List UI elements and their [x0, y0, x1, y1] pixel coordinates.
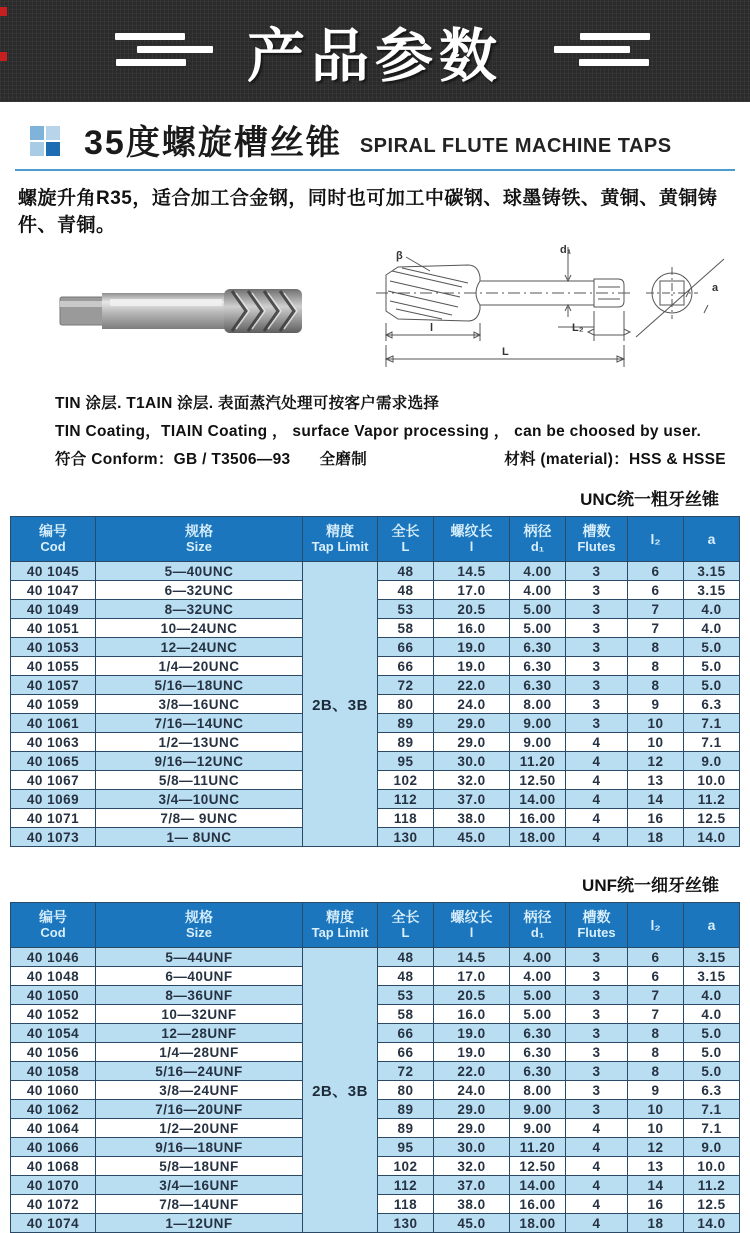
- dim-L: L: [502, 346, 509, 358]
- cell-flutes: 3: [566, 1024, 628, 1043]
- cell-l2: 6: [628, 967, 684, 986]
- cell-size: 5—44UNF: [96, 948, 303, 967]
- cell-cod: 40 1064: [11, 1119, 96, 1138]
- cell-l: 37.0: [434, 1176, 510, 1195]
- cell-d1: 12.50: [510, 1157, 566, 1176]
- cell-flutes: 3: [566, 581, 628, 600]
- cell-size: 1/4—28UNF: [96, 1043, 303, 1062]
- cell-L: 58: [378, 1005, 434, 1024]
- banner-lines-left-icon: [115, 33, 235, 69]
- cell-l2: 8: [628, 1024, 684, 1043]
- cell-d1: 11.20: [510, 752, 566, 771]
- dim-d1: d₁: [560, 244, 572, 256]
- cell-l: 30.0: [434, 1138, 510, 1157]
- cell-L: 95: [378, 752, 434, 771]
- cell-L: 66: [378, 638, 434, 657]
- cell-l: 24.0: [434, 695, 510, 714]
- divider: [15, 169, 735, 171]
- column-header-l2: l₂: [628, 903, 684, 948]
- column-header-taplimit: 精度 Tap Limit: [303, 517, 378, 562]
- cell-L: 102: [378, 771, 434, 790]
- cell-d1: 5.00: [510, 986, 566, 1005]
- cell-L: 48: [378, 562, 434, 581]
- cell-l2: 6: [628, 581, 684, 600]
- coating-line-cn: TIN 涂层. T1AIN 涂层. 表面蒸汽处理可按客户需求选择: [55, 395, 440, 412]
- cell-l2: 10: [628, 1100, 684, 1119]
- column-header-flutes: 槽数 Flutes: [566, 903, 628, 948]
- cell-l2: 16: [628, 1195, 684, 1214]
- section-title-cn: 35度螺旋槽丝锥: [84, 124, 342, 162]
- cell-l2: 13: [628, 771, 684, 790]
- cell-a: 12.5: [684, 809, 740, 828]
- cell-size: 5/16—18UNC: [96, 676, 303, 695]
- cell-flutes: 4: [566, 1138, 628, 1157]
- cell-l2: 18: [628, 828, 684, 847]
- cell-d1: 4.00: [510, 967, 566, 986]
- cell-l2: 12: [628, 1138, 684, 1157]
- cell-l: 29.0: [434, 1100, 510, 1119]
- cell-cod: 40 1054: [11, 1024, 96, 1043]
- cell-l: 17.0: [434, 581, 510, 600]
- cell-cod: 40 1059: [11, 695, 96, 714]
- cell-size: 3/4—10UNC: [96, 790, 303, 809]
- cell-l: 29.0: [434, 733, 510, 752]
- cell-size: 12—24UNC: [96, 638, 303, 657]
- cell-L: 80: [378, 1081, 434, 1100]
- cell-L: 72: [378, 1062, 434, 1081]
- cell-cod: 40 1061: [11, 714, 96, 733]
- coating-notes: [55, 391, 735, 469]
- cell-flutes: 3: [566, 948, 628, 967]
- cell-size: 1— 8UNC: [96, 828, 303, 847]
- cell-a: 6.3: [684, 695, 740, 714]
- cell-a: 5.0: [684, 657, 740, 676]
- cell-size: 1/2—20UNF: [96, 1119, 303, 1138]
- cell-a: 5.0: [684, 1043, 740, 1062]
- cell-cod: 40 1069: [11, 790, 96, 809]
- cell-d1: 6.30: [510, 676, 566, 695]
- cell-L: 130: [378, 1214, 434, 1233]
- column-header-cod: 编号 Cod: [11, 517, 96, 562]
- cell-flutes: 4: [566, 1214, 628, 1233]
- cell-flutes: 3: [566, 676, 628, 695]
- cell-l2: 16: [628, 809, 684, 828]
- cell-a: 4.0: [684, 600, 740, 619]
- cell-a: 9.0: [684, 752, 740, 771]
- cell-L: 48: [378, 948, 434, 967]
- banner: [0, 0, 750, 102]
- cell-l: 30.0: [434, 752, 510, 771]
- column-header-size: 规格 Size: [96, 517, 303, 562]
- cell-L: 72: [378, 676, 434, 695]
- column-header-a: a: [684, 903, 740, 948]
- cell-cod: 40 1045: [11, 562, 96, 581]
- unf-table-container: [0, 902, 750, 1233]
- cell-size: 5/8—11UNC: [96, 771, 303, 790]
- banner-lines-right-icon: [552, 33, 672, 69]
- cell-a: 5.0: [684, 638, 740, 657]
- cell-d1: 5.00: [510, 600, 566, 619]
- cell-taplimit-merged: 2B、3B: [303, 562, 378, 847]
- cell-flutes: 4: [566, 1157, 628, 1176]
- cell-flutes: 3: [566, 657, 628, 676]
- cell-d1: 18.00: [510, 828, 566, 847]
- column-header-taplimit: 精度 Tap Limit: [303, 903, 378, 948]
- cell-a: 6.3: [684, 1081, 740, 1100]
- cell-l: 17.0: [434, 967, 510, 986]
- cell-l2: 13: [628, 1157, 684, 1176]
- cell-L: 53: [378, 600, 434, 619]
- cell-L: 80: [378, 695, 434, 714]
- cell-L: 89: [378, 733, 434, 752]
- cell-size: 3/4—16UNF: [96, 1176, 303, 1195]
- cell-l: 22.0: [434, 1062, 510, 1081]
- cell-d1: 6.30: [510, 1043, 566, 1062]
- cell-d1: 11.20: [510, 1138, 566, 1157]
- cell-flutes: 4: [566, 790, 628, 809]
- cell-L: 95: [378, 1138, 434, 1157]
- cell-cod: 40 1053: [11, 638, 96, 657]
- cell-l2: 14: [628, 1176, 684, 1195]
- conform-standard: 符合 Conform：GB / T3506—93: [55, 451, 291, 468]
- cell-cod: 40 1063: [11, 733, 96, 752]
- cell-l: 38.0: [434, 809, 510, 828]
- section-heading: [30, 126, 735, 160]
- cell-L: 48: [378, 581, 434, 600]
- cell-L: 130: [378, 828, 434, 847]
- grind-note: 全磨制: [319, 451, 368, 468]
- cell-l: 24.0: [434, 1081, 510, 1100]
- cell-L: 53: [378, 986, 434, 1005]
- cell-L: 118: [378, 809, 434, 828]
- cell-a: 5.0: [684, 1062, 740, 1081]
- cell-cod: 40 1072: [11, 1195, 96, 1214]
- cell-l2: 7: [628, 619, 684, 638]
- cell-size: 7/16—14UNC: [96, 714, 303, 733]
- cell-a: 5.0: [684, 1024, 740, 1043]
- column-header-l2: l₂: [628, 517, 684, 562]
- column-header-l: 螺纹长 l: [434, 903, 510, 948]
- cell-l: 32.0: [434, 771, 510, 790]
- column-header-d1: 柄径 d₁: [510, 517, 566, 562]
- cell-L: 66: [378, 657, 434, 676]
- cell-flutes: 3: [566, 1100, 628, 1119]
- cell-l2: 7: [628, 986, 684, 1005]
- cell-d1: 6.30: [510, 657, 566, 676]
- cell-cod: 40 1056: [11, 1043, 96, 1062]
- cell-l: 14.5: [434, 948, 510, 967]
- cell-flutes: 3: [566, 600, 628, 619]
- cell-taplimit-merged: 2B、3B: [303, 948, 378, 1233]
- cell-l2: 8: [628, 657, 684, 676]
- cell-l2: 10: [628, 733, 684, 752]
- cell-l2: 8: [628, 638, 684, 657]
- cell-cod: 40 1055: [11, 657, 96, 676]
- cell-size: 5—40UNC: [96, 562, 303, 581]
- cell-d1: 14.00: [510, 1176, 566, 1195]
- cell-a: 9.0: [684, 1138, 740, 1157]
- cell-cod: 40 1070: [11, 1176, 96, 1195]
- cell-a: 10.0: [684, 771, 740, 790]
- cell-d1: 12.50: [510, 771, 566, 790]
- cell-flutes: 4: [566, 1119, 628, 1138]
- cell-d1: 9.00: [510, 1100, 566, 1119]
- cell-l2: 9: [628, 695, 684, 714]
- cell-d1: 9.00: [510, 733, 566, 752]
- cell-l: 20.5: [434, 600, 510, 619]
- cell-flutes: 4: [566, 828, 628, 847]
- cell-size: 7/8— 9UNC: [96, 809, 303, 828]
- cell-size: 1/4—20UNC: [96, 657, 303, 676]
- cell-l2: 18: [628, 1214, 684, 1233]
- cell-size: 3/8—24UNF: [96, 1081, 303, 1100]
- cell-flutes: 4: [566, 1176, 628, 1195]
- product-description: 螺旋升角R35，适合加工合金钢，同时也可加工中碳钢、球墨铸铁、黄铜、黄铜铸件、青铜。: [18, 188, 718, 236]
- cell-L: 89: [378, 1100, 434, 1119]
- cell-a: 3.15: [684, 948, 740, 967]
- table-row: [11, 562, 740, 581]
- cell-L: 112: [378, 790, 434, 809]
- cell-L: 66: [378, 1043, 434, 1062]
- material-note: 材料 (material)：HSS & HSSE: [504, 451, 726, 468]
- cell-l: 22.0: [434, 676, 510, 695]
- cell-l2: 8: [628, 1062, 684, 1081]
- cell-cod: 40 1047: [11, 581, 96, 600]
- cell-size: 6—40UNF: [96, 967, 303, 986]
- cell-a: 11.2: [684, 790, 740, 809]
- cell-l: 37.0: [434, 790, 510, 809]
- cell-l: 19.0: [434, 657, 510, 676]
- cell-l: 29.0: [434, 1119, 510, 1138]
- cell-cod: 40 1068: [11, 1157, 96, 1176]
- cell-size: 9/16—12UNC: [96, 752, 303, 771]
- cell-d1: 4.00: [510, 562, 566, 581]
- table-row: [11, 948, 740, 967]
- cell-flutes: 4: [566, 771, 628, 790]
- cell-d1: 14.00: [510, 790, 566, 809]
- cell-d1: 18.00: [510, 1214, 566, 1233]
- cell-L: 118: [378, 1195, 434, 1214]
- cell-a: 4.0: [684, 1005, 740, 1024]
- spec-table: [10, 902, 740, 1233]
- cell-l: 29.0: [434, 714, 510, 733]
- cell-cod: 40 1051: [11, 619, 96, 638]
- cell-l2: 6: [628, 562, 684, 581]
- column-header-d1: 柄径 d₁: [510, 903, 566, 948]
- cell-cod: 40 1050: [11, 986, 96, 1005]
- cell-a: 14.0: [684, 1214, 740, 1233]
- cell-L: 58: [378, 619, 434, 638]
- cell-cod: 40 1071: [11, 809, 96, 828]
- cell-a: 3.15: [684, 581, 740, 600]
- cell-cod: 40 1066: [11, 1138, 96, 1157]
- cell-flutes: 3: [566, 562, 628, 581]
- cell-flutes: 3: [566, 1081, 628, 1100]
- cell-a: 10.0: [684, 1157, 740, 1176]
- cell-d1: 6.30: [510, 638, 566, 657]
- column-header-L: 全长 L: [378, 517, 434, 562]
- cell-d1: 6.30: [510, 1062, 566, 1081]
- tap-photo: [52, 255, 312, 365]
- tap-dimension-diagram: [372, 241, 744, 383]
- cell-l: 16.0: [434, 1005, 510, 1024]
- cell-size: 7/16—20UNF: [96, 1100, 303, 1119]
- cell-L: 102: [378, 1157, 434, 1176]
- cell-d1: 4.00: [510, 581, 566, 600]
- cell-flutes: 3: [566, 1005, 628, 1024]
- dim-L2: L₂: [572, 322, 584, 334]
- cell-cod: 40 1065: [11, 752, 96, 771]
- cell-d1: 16.00: [510, 809, 566, 828]
- blue-squares-icon: [30, 126, 62, 158]
- cell-l: 19.0: [434, 1024, 510, 1043]
- cell-d1: 8.00: [510, 695, 566, 714]
- cell-L: 89: [378, 1119, 434, 1138]
- red-mark: [0, 52, 7, 61]
- cell-flutes: 3: [566, 1043, 628, 1062]
- cell-L: 48: [378, 967, 434, 986]
- cell-cod: 40 1074: [11, 1214, 96, 1233]
- cell-L: 66: [378, 1024, 434, 1043]
- cell-l: 19.0: [434, 1043, 510, 1062]
- cell-l: 14.5: [434, 562, 510, 581]
- cell-size: 9/16—18UNF: [96, 1138, 303, 1157]
- cell-l2: 10: [628, 714, 684, 733]
- cell-cod: 40 1062: [11, 1100, 96, 1119]
- cell-size: 1—12UNF: [96, 1214, 303, 1233]
- cell-l2: 14: [628, 790, 684, 809]
- cell-d1: 16.00: [510, 1195, 566, 1214]
- cell-l2: 8: [628, 676, 684, 695]
- cell-d1: 9.00: [510, 1119, 566, 1138]
- dim-beta: β: [396, 250, 403, 262]
- table-caption-unc: UNC统一粗牙丝锥: [580, 490, 719, 509]
- cell-size: 10—24UNC: [96, 619, 303, 638]
- cell-flutes: 3: [566, 714, 628, 733]
- cell-size: 5/16—24UNF: [96, 1062, 303, 1081]
- cell-flutes: 3: [566, 967, 628, 986]
- cell-d1: 8.00: [510, 1081, 566, 1100]
- cell-a: 12.5: [684, 1195, 740, 1214]
- cell-l2: 7: [628, 1005, 684, 1024]
- section-title-en: SPIRAL FLUTE MACHINE TAPS: [359, 135, 672, 157]
- cell-a: 3.15: [684, 967, 740, 986]
- column-header-L: 全长 L: [378, 903, 434, 948]
- column-header-flutes: 槽数 Flutes: [566, 517, 628, 562]
- cell-size: 5/8—18UNF: [96, 1157, 303, 1176]
- cell-a: 7.1: [684, 714, 740, 733]
- conform-line: [55, 447, 735, 469]
- cell-cod: 40 1058: [11, 1062, 96, 1081]
- cell-a: 4.0: [684, 619, 740, 638]
- cell-l2: 10: [628, 1119, 684, 1138]
- cell-cod: 40 1067: [11, 771, 96, 790]
- cell-a: 7.1: [684, 1119, 740, 1138]
- cell-flutes: 3: [566, 619, 628, 638]
- column-header-cod: 编号 Cod: [11, 903, 96, 948]
- cell-flutes: 3: [566, 695, 628, 714]
- cell-flutes: 3: [566, 986, 628, 1005]
- cell-flutes: 4: [566, 752, 628, 771]
- cell-size: 6—32UNC: [96, 581, 303, 600]
- cell-L: 112: [378, 1176, 434, 1195]
- cell-flutes: 3: [566, 1062, 628, 1081]
- cell-L: 89: [378, 714, 434, 733]
- red-mark: [0, 7, 7, 16]
- figures: [0, 244, 750, 377]
- dim-a: a: [712, 282, 719, 294]
- cell-a: 3.15: [684, 562, 740, 581]
- column-header-size: 规格 Size: [96, 903, 303, 948]
- cell-l: 20.5: [434, 986, 510, 1005]
- cell-l: 45.0: [434, 828, 510, 847]
- banner-title: 产品参数: [246, 24, 503, 89]
- cell-flutes: 3: [566, 638, 628, 657]
- cell-l2: 12: [628, 752, 684, 771]
- column-header-a: a: [684, 517, 740, 562]
- table-caption-unf: UNF统一细牙丝锥: [582, 876, 719, 895]
- cell-l2: 6: [628, 948, 684, 967]
- spec-table: [10, 516, 740, 847]
- cell-d1: 5.00: [510, 1005, 566, 1024]
- cell-l: 19.0: [434, 638, 510, 657]
- cell-flutes: 4: [566, 1195, 628, 1214]
- cell-l2: 7: [628, 600, 684, 619]
- coating-line-en: TIN Coating，TIAIN Coating ， surface Vapor processing ， can be choosed by user.: [55, 423, 702, 440]
- cell-cod: 40 1049: [11, 600, 96, 619]
- cell-l: 16.0: [434, 619, 510, 638]
- cell-size: 8—32UNC: [96, 600, 303, 619]
- cell-cod: 40 1048: [11, 967, 96, 986]
- cell-a: 4.0: [684, 986, 740, 1005]
- cell-size: 8—36UNF: [96, 986, 303, 1005]
- cell-l: 32.0: [434, 1157, 510, 1176]
- cell-cod: 40 1073: [11, 828, 96, 847]
- cell-a: 7.1: [684, 733, 740, 752]
- cell-d1: 9.00: [510, 714, 566, 733]
- cell-l: 38.0: [434, 1195, 510, 1214]
- cell-size: 3/8—16UNC: [96, 695, 303, 714]
- cell-d1: 4.00: [510, 948, 566, 967]
- column-header-l: 螺纹长 l: [434, 517, 510, 562]
- cell-a: 5.0: [684, 676, 740, 695]
- cell-d1: 6.30: [510, 1024, 566, 1043]
- cell-a: 7.1: [684, 1100, 740, 1119]
- cell-l2: 9: [628, 1081, 684, 1100]
- cell-l: 45.0: [434, 1214, 510, 1233]
- cell-cod: 40 1057: [11, 676, 96, 695]
- cell-flutes: 4: [566, 733, 628, 752]
- cell-cod: 40 1060: [11, 1081, 96, 1100]
- cell-a: 11.2: [684, 1176, 740, 1195]
- cell-cod: 40 1052: [11, 1005, 96, 1024]
- cell-d1: 5.00: [510, 619, 566, 638]
- cell-l2: 8: [628, 1043, 684, 1062]
- cell-size: 7/8—14UNF: [96, 1195, 303, 1214]
- cell-size: 10—32UNF: [96, 1005, 303, 1024]
- cell-flutes: 4: [566, 809, 628, 828]
- cell-a: 14.0: [684, 828, 740, 847]
- cell-cod: 40 1046: [11, 948, 96, 967]
- dim-l: l: [430, 322, 434, 334]
- cell-size: 1/2—13UNC: [96, 733, 303, 752]
- unc-table-container: [0, 516, 750, 847]
- cell-size: 12—28UNF: [96, 1024, 303, 1043]
